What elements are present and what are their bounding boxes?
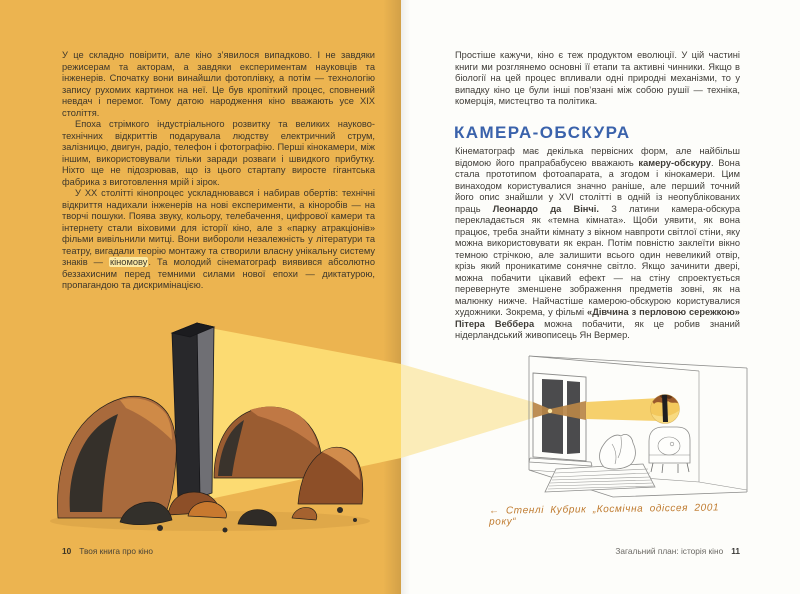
page-number: 10 bbox=[62, 546, 72, 556]
paragraph bbox=[455, 146, 740, 342]
right-page-body bbox=[455, 146, 740, 342]
paragraph bbox=[62, 188, 375, 292]
paragraph-run: можна побачити, як це робив знаний нідерландський живописець Ян Вермер. bbox=[455, 318, 740, 340]
right-page-footer bbox=[455, 546, 740, 556]
paragraph-run: У XX столітті кінопроцес ускладнювався і набирав обертів: технічні відкриття надихали інженерів на нові експерименти, а кіноробів — на творчі пошуки. Поява звуку, кольору, телебачення, цифрової камери та інтернету стали віховими для історії кіно, але з «парку атракціонів» фільми вивільнили митці. Вони вибороли незалежність у літератури та театру, вигадали теорію монтажу та створили власну унікальну систему знаків — bbox=[62, 188, 375, 267]
light-beam-right bbox=[401, 364, 533, 458]
pinhole bbox=[548, 409, 552, 413]
handwritten-caption: ← Стенлі Кубрик „Космічна одіссея 2001 року“ bbox=[488, 502, 720, 528]
window bbox=[529, 373, 592, 466]
running-title: Загальний план: історія кіно bbox=[615, 546, 724, 556]
monolith bbox=[172, 323, 214, 500]
paragraph-run: З латини камера-обскура перекладається як «темна кімната». Щоби уявити, як вона працює, треба знайти кімнату з вікном навпроти світлої стіни, яку можна використовувати як екран. Потім повністю заклеїти вікно темною стрічкою, але залишити всього один невеликий отвір, крізь який проникатиме сонячне світло. Якщо зачинити двері, можна побачити цікавий ефект — на стіну спроектується перевернуте зменшене зображення предметів зовні, як на малюнку нижче. Найчастіше камерою-обскурою користувалися художники. Зокрема, у фільмі bbox=[455, 203, 740, 317]
beanbag bbox=[600, 434, 636, 469]
left-page-text bbox=[62, 50, 375, 292]
page-number: 11 bbox=[731, 546, 740, 556]
paragraph-run: Кінематограф має декілька первісних форм, але найбільш відомою його прапрабабусею вважають bbox=[455, 146, 740, 168]
bold-term: Леонардо да Вінчі. bbox=[492, 203, 599, 214]
running-title: Твоя книга про кіно bbox=[79, 546, 153, 556]
armchair bbox=[649, 427, 690, 473]
bold-term: камеру-обскуру bbox=[638, 157, 712, 168]
left-page-footer bbox=[62, 546, 153, 556]
bold-term: «Дівчина з перловою сережкою» Пітера Веббера bbox=[455, 307, 740, 329]
paragraph-run: . Та молодий сінематограф виявився абсолютно беззахисним перед темними силами нової епохи — диктатурою, пропагандою та дискримінацією. bbox=[62, 257, 375, 290]
highlighted-term: кіномову bbox=[110, 257, 148, 267]
right-page-intro bbox=[455, 50, 740, 108]
section-heading: КАМЕРА-ОБСКУРА bbox=[454, 123, 631, 142]
paragraph: Епоха стрімкого індустріального розвитку та великих науково-технічних відкриттів подарувала людству електричний струм, залізницю, двигун, радіо, телефон і фотографію. Перші кінокамери, між іншим, використовували тільки заради розваги і швидкого прибутку. Ніхто ще не підозрював, що із цього стартапу виросте гігантська фабрика з виготовлення мрій і зірок. bbox=[62, 119, 375, 187]
paragraph: У це складно повірити, але кіно з’явилося випадково. І не завдяки режисерам та акторам, а завдяки експериментам науковців та інженерів. Спочатку вони винайшли фотоплівку, а потім — технологію запису рухомих картинок на неї. Це був кропіткий процес, сповнений невдач і перемог. Тому датою народження кіно вважають усе XIX століття. bbox=[62, 50, 375, 118]
paragraph-run: . Вона стала прототипом фотоапарата, а згодом і кінокамери. Цим винаходом користувалися значно раніше, але перший точний його опис знайшли у XVI столітті в одній із неопублікованих праць bbox=[455, 157, 740, 214]
paragraph: Простіше кажучи, кіно є теж продуктом еволюції. У цій частині книги ми розглянемо основні її етапи та активні чинники. Якщо в біології на цей процес впливали одні природні механізми, то у випадку кіно це були інші пов’язані між собою рушії — техніка, комерція, мистецтво та політика. bbox=[455, 50, 740, 106]
rug bbox=[545, 464, 655, 492]
